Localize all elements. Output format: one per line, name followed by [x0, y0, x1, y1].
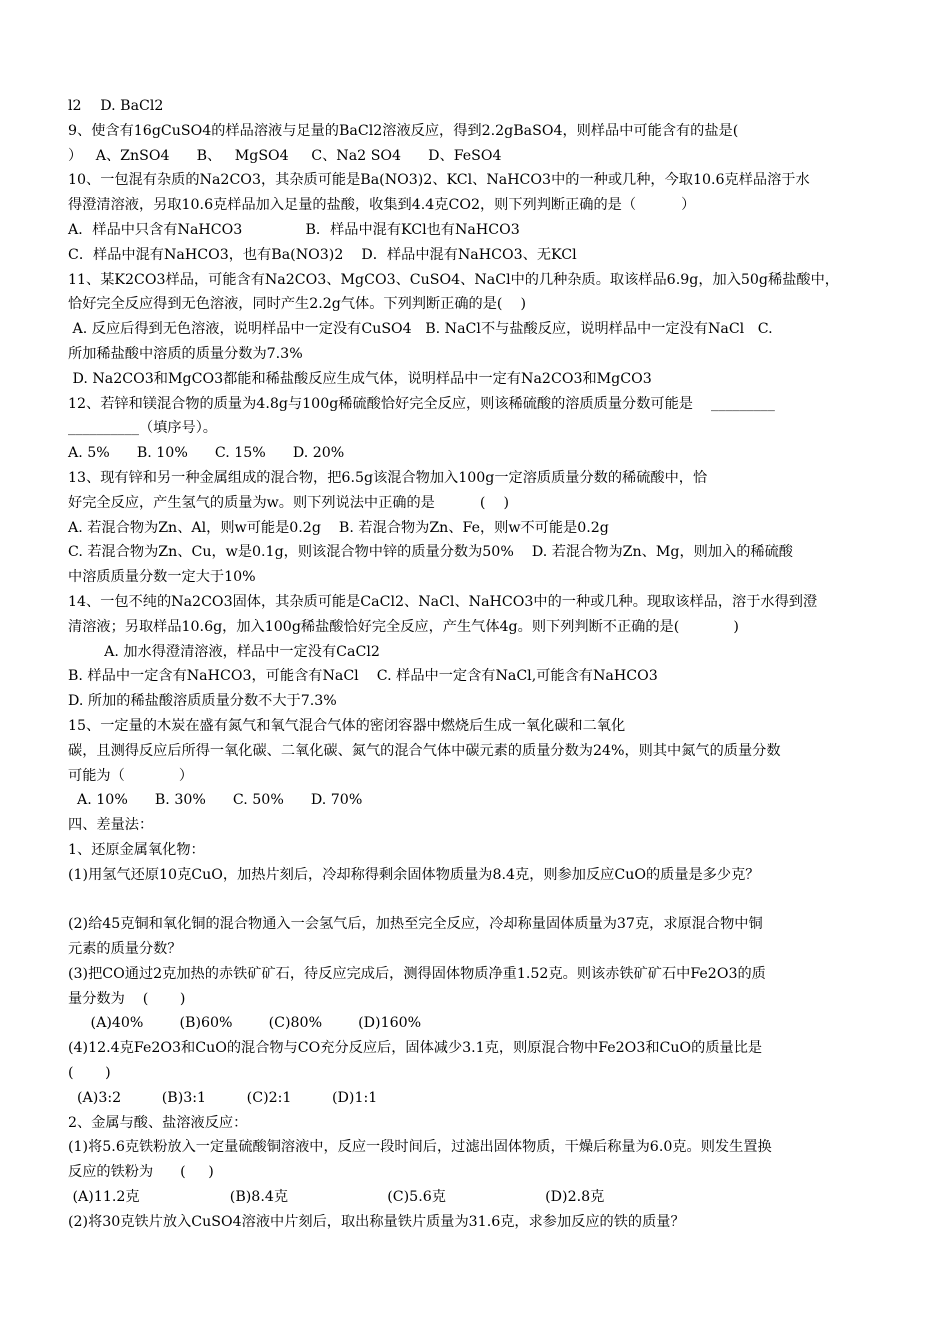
text-line: A. 若混合物为Zn、Al，则w可能是0.2g B. 若混合物为Zn、Fe，则w不可能是0.2g: [68, 519, 609, 536]
text-line: 量分数为 ( ): [68, 990, 186, 1007]
text-line: ） A、ZnSO4 B、 MgSO4 C、Na2 SO4 D、FeSO4: [68, 147, 502, 164]
text-line: D. 所加的稀盐酸溶质质量分数不大于7.3%: [68, 693, 337, 710]
text-line: 13、现有锌和另一种金属组成的混合物，把6.5g该混合物加入100g一定溶质质量分数的稀硫酸中，恰: [68, 469, 708, 486]
text-line: (4)12.4克Fe2O3和CuO的混合物与CO充分反应后，固体减少3.1克，则原混合物中Fe2O3和CuO的质量比是: [68, 1040, 763, 1057]
text-line: C．样品中混有NaHCO3，也有Ba(NO3)2 D．样品中混有NaHCO3、无KCl: [68, 246, 577, 263]
text-line: 15、一定量的木炭在盛有氮气和氧气混合气体的密闭容器中燃烧后生成一氧化碳和二氧化: [68, 717, 626, 734]
text-line: B. 样品中一定含有NaHCO3，可能含有NaCl C. 样品中一定含有NaCl,可能含有NaHCO3: [68, 668, 658, 685]
text-line: A. 加水得澄清溶液，样品中一定没有CaCl2: [68, 643, 380, 660]
text-line: C. 若混合物为Zn、Cu，w是0.1g，则该混合物中锌的质量分数为50% D. 若混合物为Zn、Mg，则加入的稀硫酸: [68, 544, 793, 561]
text-line: 14、一包不纯的Na2CO3固体，其杂质可能是CaCl2、NaCl、NaHCO3中的一种或几种。现取该样品，溶于水得到澄: [68, 593, 818, 610]
text-line: 11、某K2CO3样品，可能含有Na2CO3、MgCO3、CuSO4、NaCl中的几种杂质。取该样品6.9g，加入50g稀盐酸中，: [68, 271, 839, 288]
text-line: ( ): [68, 1065, 111, 1082]
text-line: 得澄清溶液，另取10.6克样品加入足量的盐酸，收集到4.4克CO2，则下列判断正确的是（ ）: [68, 197, 696, 214]
text-line: A. 5% B. 10% C. 15% D. 20%: [68, 445, 345, 462]
text-line: (3)把CO通过2克加热的赤铁矿矿石，待反应完成后，测得固体物质净重1.52克。则该赤铁矿矿石中Fe2O3的质: [68, 965, 766, 982]
text-line: 10、一包混有杂质的Na2CO3，其杂质可能是Ba(NO3)2、KCl、NaHCO3中的一种或几种，今取10.6克样品溶于水: [68, 172, 810, 189]
text-line: __________（填序号）。: [68, 420, 217, 437]
text-line: 9、使含有16gCuSO4的样品溶液与足量的BaCl2溶液反应，得到2.2gBaSO4，则样品中可能含有的盐是(: [68, 122, 739, 139]
blank-line: [68, 888, 890, 913]
text-line: 碳，且测得反应后所得一氧化碳、二氧化碳、氮气的混合气体中碳元素的质量分数为24%，则其中氮气的质量分数: [68, 742, 781, 759]
text-line: 好完全反应，产生氢气的质量为w。则下列说法中正确的是 ( ): [68, 494, 510, 511]
text-line: 恰好完全反应得到无色溶液，同时产生2.2g气体。下列判断正确的是( ): [68, 296, 527, 313]
text-line: 所加稀盐酸中溶质的质量分数为7.3%: [68, 345, 303, 362]
text-line: D. Na2CO3和MgCO3都能和稀盐酸反应生成气体，说明样品中一定有Na2CO3和MgCO3: [68, 370, 652, 387]
text-line: (1)用氢气还原10克CuO，加热片刻后，冷却称得剩余固体物质量为8.4克，则参加反应CuO的质量是多少克？: [68, 866, 760, 883]
text-line: A．样品中只含有NaHCO3 B．样品中混有KCl也有NaHCO3: [68, 221, 520, 238]
text-line: 2、金属与酸、盐溶液反应：: [68, 1114, 248, 1131]
text-line: A. 10% B. 30% C. 50% D. 70%: [68, 792, 363, 809]
text-line: (A)11.2克 (B)8.4克 (C)5.6克 (D)2.8克: [68, 1189, 605, 1206]
text-line: (1)将5.6克铁粉放入一定量硫酸铜溶液中，反应一段时间后，过滤出固体物质，干燥后称量为6.0克。则发生置换: [68, 1139, 772, 1156]
text-line: 可能为（ ）: [68, 767, 194, 784]
text-line: (A)3:2 (B)3:1 (C)2:1 (D)1:1: [68, 1089, 378, 1106]
text-line: 1、还原金属氧化物：: [68, 841, 205, 858]
text-line: 四、差量法：: [68, 817, 154, 834]
text-line: A. 反应后得到无色溶液，说明样品中一定没有CuSO4 B. NaCl不与盐酸反应，说明样品中一定没有NaCl C.: [68, 321, 773, 338]
text-line: 12、若锌和镁混合物的质量为4.8g与100g稀硫酸恰好完全反应，则该稀硫酸的溶质质量分数可能是 _________: [68, 395, 775, 412]
text-line: 清溶液；另取样品10.6g，加入100g稀盐酸恰好完全反应，产生气体4g。则下列判断不正确的是( ): [68, 618, 739, 635]
text-line: (2)给45克铜和氧化铜的混合物通入一会氢气后，加热至完全反应，冷却称量固体质量为37克，求原混合物中铜: [68, 916, 763, 933]
text-line: (2)将30克铁片放入CuSO4溶液中片刻后，取出称量铁片质量为31.6克，求参加反应的铁的质量？: [68, 1213, 685, 1230]
text-line: 反应的铁粉为 ( ): [68, 1164, 214, 1181]
text-line: 元素的质量分数？: [68, 941, 182, 958]
text-line: 中溶质质量分数一定大于10%: [68, 569, 256, 586]
text-line: l2 D. BaCl2: [68, 98, 164, 114]
text-line: (A)40% (B)60% (C)80% (D)160%: [68, 1015, 422, 1032]
